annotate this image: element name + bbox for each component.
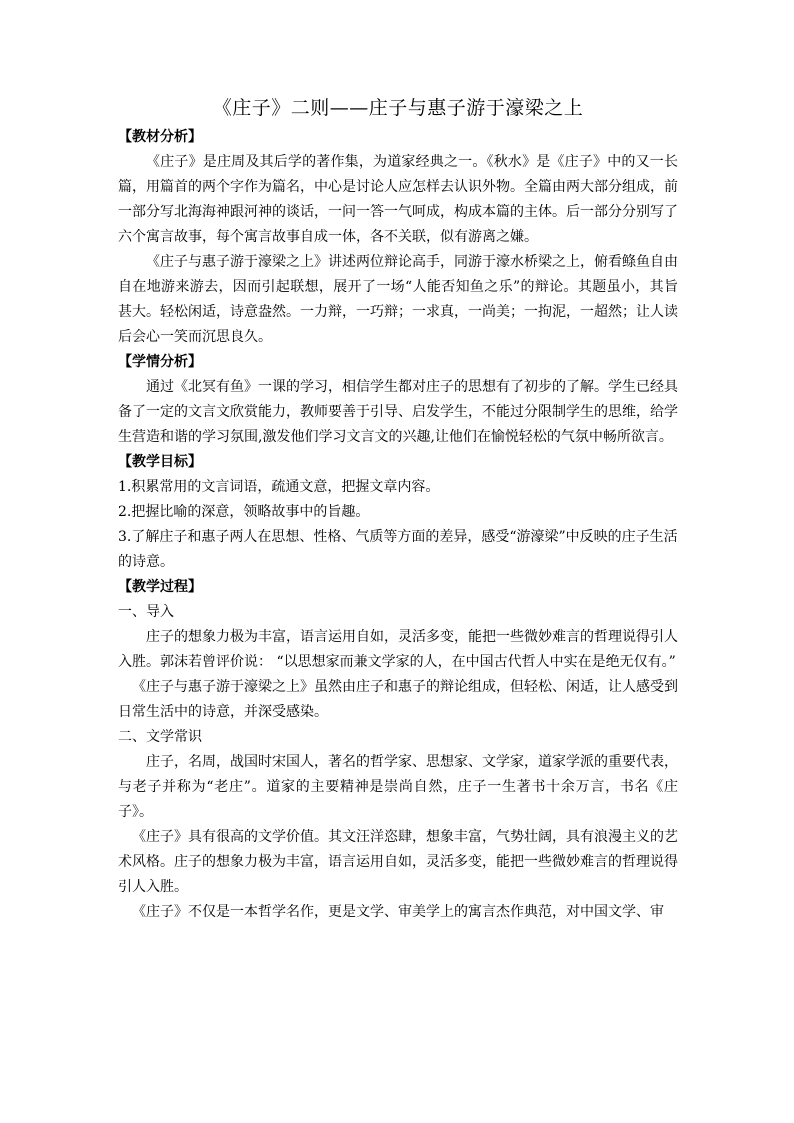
goal-list-item: 1.积累常用的文言词语，疏通文意，把握文章内容。 bbox=[118, 479, 440, 495]
paragraph: 《庄子与惠子游于濠梁之上》讲述两位辩论高手，同游于濠水桥梁之上，俯看鲦鱼自由自在地游来游去，因而引起联想，展开了一场“人能否知鱼之乐”的辩论。其题虽小，其旨甚大。轻松闲适，诗意盎然。一力辩，一巧辩；一求真，一尚美；一拘泥，一超然；让人读后会心一笑而沉思良久。 bbox=[118, 254, 678, 345]
paragraph: 《庄子》具有很高的文学价值。其文汪洋恣肆，想象丰富，气势壮阔，具有浪漫主义的艺术风格。庄子的想象力极为丰富，语言运用自如，灵活多变，能把一些微妙难言的哲理说得引人入胜。 bbox=[118, 829, 678, 895]
goal-list-item: 3.了解庄子和惠子两人在思想、性格、气质等方面的差异，感受“游濠梁”中反映的庄子生活的诗意。 bbox=[118, 529, 678, 570]
section-heading-teaching-process: 【教学过程】 bbox=[118, 579, 202, 595]
subheading-literary-knowledge: 二、文学常识 bbox=[118, 729, 202, 745]
document-body bbox=[118, 93, 678, 925]
paragraph: 通过《北冥有鱼》一课的学习，相信学生都对庄子的思想有了初步的了解。学生已经具备了一定的文言文欣赏能力，教师要善于引导、启发学生，不能过分限制学生的思维，给学生营造和谐的学习氛围,激发他们学习文言文的兴趣,让他们在愉悦轻松的气氛中畅所欲言。 bbox=[118, 379, 678, 445]
paragraph: 《庄子与惠子游于濠梁之上》虽然由庄子和惠子的辩论组成，但轻松、闲适，让人感受到日常生活中的诗意，并深受感染。 bbox=[118, 679, 678, 720]
document-title: 《庄子》二则——庄子与惠子游于濠梁之上 bbox=[212, 97, 584, 119]
paragraph: 庄子，名周，战国时宋国人，著名的哲学家、思想家、文学家，道家学派的重要代表，与老子并称为“老庄”。道家的主要精神是崇尚自然，庄子一生著书十余万言，书名《庄子》。 bbox=[118, 754, 678, 820]
section-heading-teaching-goals: 【教学目标】 bbox=[118, 454, 202, 470]
section-heading-material-analysis: 【教材分析】 bbox=[118, 129, 202, 145]
paragraph: 庄子的想象力极为丰富，语言运用自如，灵活多变，能把一些微妙难言的哲理说得引人入胜。郭沫若曾评价说： “以思想家而兼文学家的人，在中国古代哲人中实在是绝无仅有。” bbox=[118, 629, 678, 670]
section-heading-student-analysis: 【学情分析】 bbox=[118, 354, 202, 370]
subheading-intro: 一、导入 bbox=[118, 604, 174, 620]
paragraph: 《庄子》是庄周及其后学的著作集，为道家经典之一。《秋水》是《庄子》中的又一长篇，用篇首的两个字作为篇名，中心是讨论人应怎样去认识外物。全篇由两大部分组成，前一部分写北海海神跟河神的谈话，一问一答一气呵成，构成本篇的主体。后一部分分别写了六个寓言故事，每个寓言故事自成一体，各不关联，似有游离之嫌。 bbox=[118, 154, 678, 245]
paragraph: 《庄子》不仅是一本哲学名作，更是文学、审美学上的寓言杰作典范，对中国文学、审 bbox=[132, 904, 664, 920]
goal-list-item: 2.把握比喻的深意，领略故事中的旨趣。 bbox=[118, 504, 370, 520]
